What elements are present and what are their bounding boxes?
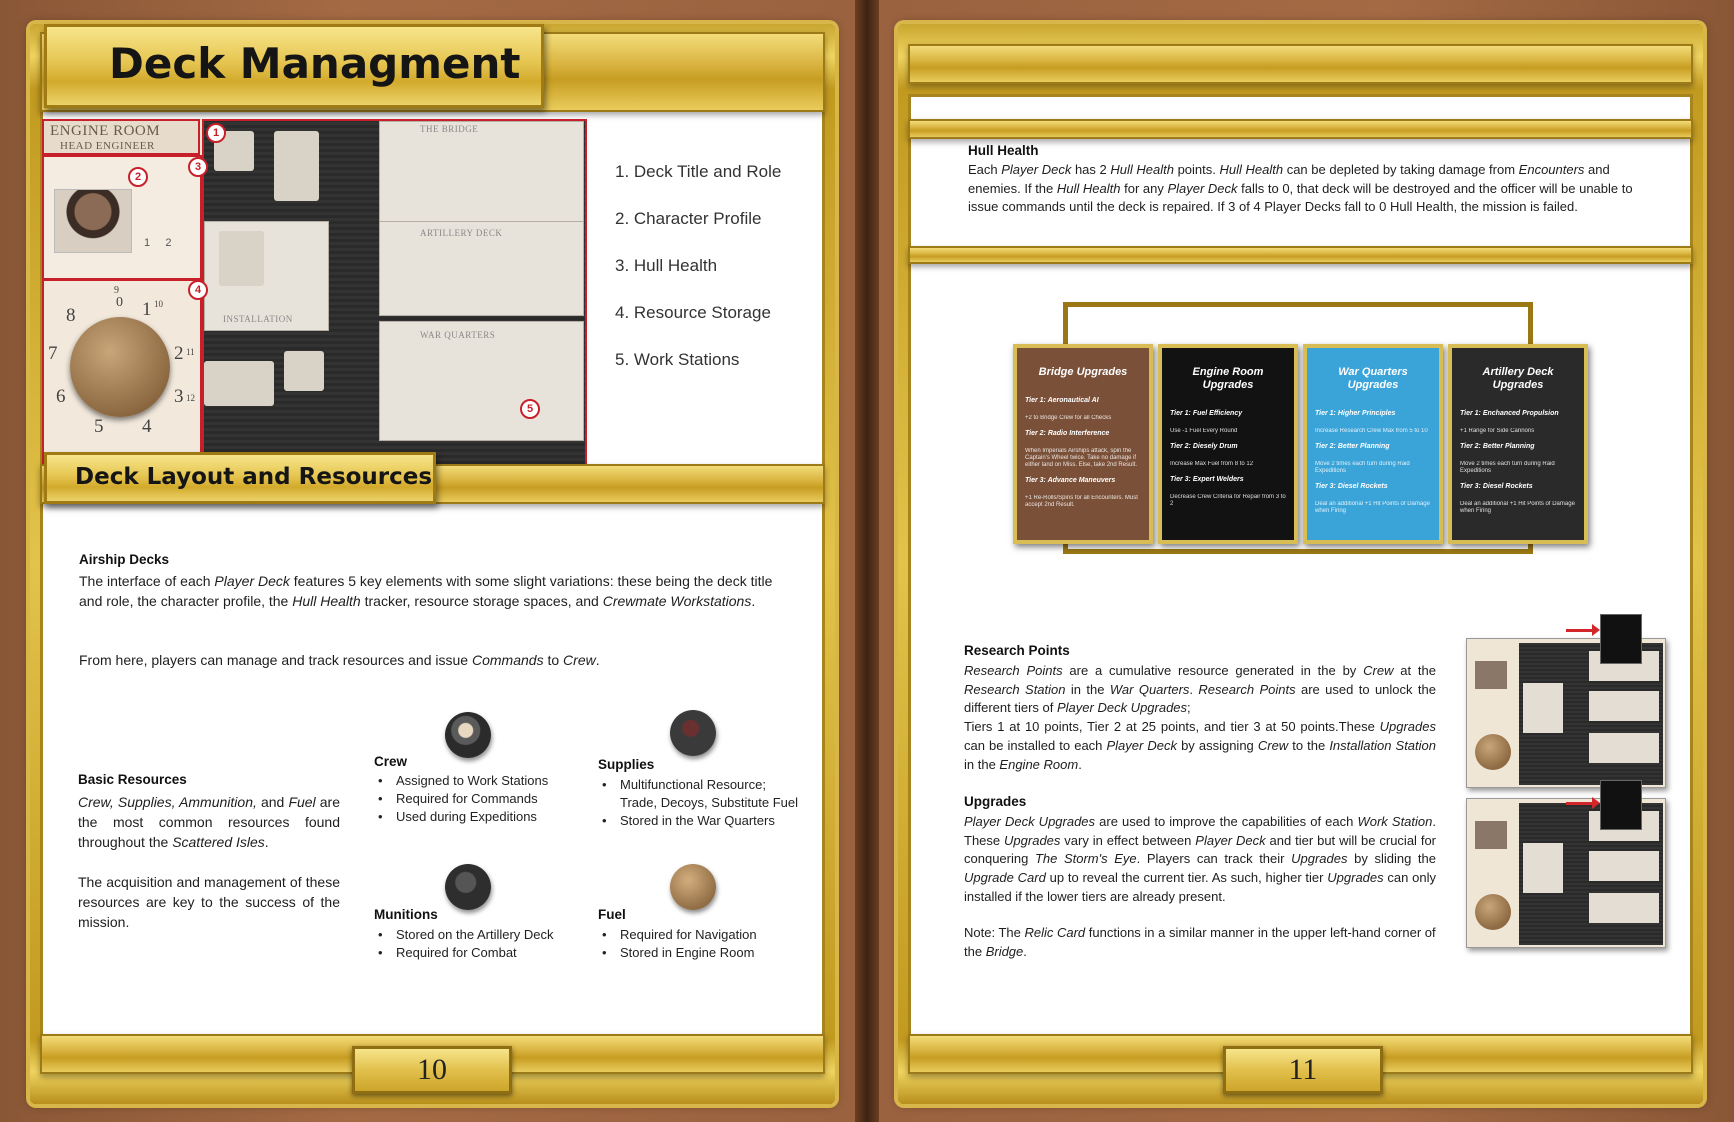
- supplies-title: Supplies: [598, 757, 655, 772]
- card-tier-desc: Decrease Crew Criteria for Repair from 3 to 2: [1170, 494, 1286, 507]
- card-tier-desc: Move 2 times each turn during Raid Expeditions: [1315, 461, 1410, 474]
- research-points-paragraph: Research Points are a cumulative resource generated in the by Crew at the Research Station in the War Quarters. Research Points are used to unlock the different tiers of Player Deck Upgrades; Tiers 1 at 10 points, Tier 2 at 25 points, and tier 3 at 50 points.These Upgrades can be installed to each Player Deck by assigning Crew to the Installation Station in the Engine Room.: [964, 663, 1437, 772]
- dial-number-6: 6: [56, 386, 66, 407]
- right-page: [898, 24, 1703, 1104]
- munitions-title: Munitions: [374, 907, 438, 922]
- dial-number-7: 7: [48, 343, 58, 364]
- dial-number-5: 5: [94, 416, 104, 437]
- supplies-list: [598, 776, 798, 830]
- card-tier: Tier 1: Higher Principles: [1315, 410, 1396, 417]
- dial-number-12: 12: [186, 393, 195, 403]
- page-number: 10: [352, 1046, 512, 1094]
- mini-upgrade-card: [1600, 780, 1642, 830]
- supplies-token-icon: [670, 710, 716, 756]
- left-page: [30, 24, 835, 1104]
- dial-number-1: 1: [142, 299, 152, 320]
- page-title: Deck Managment: [109, 39, 521, 88]
- card-tier-desc: When Imperials Airships attack, spin the Captain's Wheel twice. Take no damage if either land on Miss. Else, take 2nd Result.: [1025, 448, 1138, 468]
- list-item: • Stored in the War Quarters: [598, 812, 798, 830]
- card-tier-desc: Deal an additional +1 Hit Points of Damage when Firing: [1460, 501, 1575, 514]
- card-tier: Tier 2: Better Planning: [1315, 443, 1390, 450]
- hull-health-marks: 1 2: [144, 237, 172, 249]
- room-label-installation: INSTALLATION: [223, 314, 293, 324]
- marker-1: 1: [206, 123, 226, 143]
- dial-number-2: 2: [174, 343, 184, 364]
- arrow-icon: [1566, 802, 1594, 805]
- mini-upgrade-card: [1600, 614, 1642, 664]
- marker-5: 5: [520, 399, 540, 419]
- card-tier: Tier 2: Better Planning: [1460, 443, 1535, 450]
- note-paragraph: Note: The Relic Card functions in a similar manner in the upper left-hand corner of the Bridge.: [964, 925, 1436, 959]
- card-tier-desc: Increase Research Crew Max from 5 to 10: [1315, 428, 1428, 434]
- list-item: • Stored on the Artillery Deck: [374, 926, 584, 944]
- work-station[interactable]: [204, 361, 274, 406]
- dial-number-0: 0: [116, 295, 123, 310]
- dial-number-3: 3: [174, 386, 184, 407]
- list-item: • Assigned to Work Stations: [374, 772, 574, 790]
- mini-portrait: [1475, 661, 1507, 689]
- work-station[interactable]: [219, 231, 264, 286]
- work-station[interactable]: [284, 351, 324, 391]
- resource-dial[interactable]: [70, 317, 170, 417]
- upgrade-cards-display: [1013, 302, 1593, 562]
- list-item: • Required for Navigation: [598, 926, 798, 944]
- deck-board-illustration: [42, 119, 587, 469]
- fuel-token-icon: [670, 864, 716, 910]
- card-tier: Tier 2: Diesely Drum: [1170, 443, 1238, 450]
- hull-health-paragraph: Each Player Deck has 2 Hull Health points. Hull Health can be depleted by taking damage from Encounters and enemies. If the Hull Health for any Player Deck falls to 0, that deck will be destroyed and the officer will be unable to issue commands until the deck is repaired. If 3 of 4 Player Decks fall to 0 Hull Health, the mission is failed.: [968, 162, 1633, 214]
- element-legend: [615, 162, 781, 397]
- work-station[interactable]: [274, 131, 319, 201]
- munitions-list: [374, 926, 584, 962]
- crew-title: Crew: [374, 754, 408, 769]
- war-quarters-upgrade-card[interactable]: [1303, 344, 1443, 544]
- upgrades-heading: Upgrades: [964, 794, 1027, 809]
- fuel-list: [598, 926, 798, 962]
- card-tier: Tier 1: Enchanced Propulsion: [1460, 410, 1559, 417]
- card-tier: Tier 3: Diesel Rockets: [1315, 483, 1388, 490]
- crew-list: [374, 772, 574, 826]
- card-tier: Tier 3: Diesel Rockets: [1460, 483, 1533, 490]
- hull-divider-bar: [908, 246, 1693, 264]
- deck-title-box: [42, 119, 200, 155]
- room-artillery: [379, 221, 584, 316]
- header-bar: [908, 44, 1693, 84]
- airship-decks-paragraph-2: From here, players can manage and track resources and issue Commands to Crew.: [79, 652, 600, 668]
- character-profile-box: [42, 155, 202, 280]
- list-item: • Required for Commands: [374, 790, 574, 808]
- room-label-bridge: THE BRIDGE: [420, 124, 479, 134]
- engine-room-upgrade-card[interactable]: [1158, 344, 1298, 544]
- list-item: • Stored in Engine Room: [598, 944, 798, 962]
- room-bridge: [379, 121, 584, 231]
- card-title: Engine Room Upgrades: [1192, 366, 1264, 391]
- legend-item: 5. Work Stations: [615, 350, 740, 369]
- dial-number-9: 9: [114, 285, 119, 296]
- airship-decks-paragraph: The interface of each Player Deck features 5 key elements with some slight variations: these being the deck title and role, the character profile, the Hull Health tracker, resource storage spaces, and Crewmate Workstations.: [79, 573, 773, 609]
- list-item: • Multifunctional Resource; Trade, Decoys, Substitute Fuel: [598, 776, 798, 812]
- section-title-plate: [44, 452, 436, 504]
- crew-token-icon: [445, 712, 491, 758]
- card-tier: Tier 2: Radio Interference: [1025, 430, 1110, 437]
- hull-health-heading: Hull Health: [968, 143, 1039, 158]
- card-tier: Tier 3: Advance Maneuvers: [1025, 477, 1116, 484]
- dial-number-10: 10: [154, 299, 163, 309]
- room-label-artillery: ARTILLERY DECK: [420, 228, 503, 238]
- arrow-icon: [1566, 629, 1594, 632]
- title-plate: [44, 24, 544, 108]
- dial-number-11: 11: [186, 347, 195, 357]
- mini-dial: [1475, 734, 1511, 770]
- card-tier-desc: +2 to Bridge Crew for all Checks: [1025, 415, 1112, 421]
- card-tier-desc: +1 Range for Side Cannons: [1460, 428, 1535, 434]
- fuel-title: Fuel: [598, 907, 626, 922]
- card-title: Bridge Upgrades: [1038, 366, 1128, 378]
- header-strip: [908, 119, 1693, 139]
- legend-item: 4. Resource Storage: [615, 303, 771, 322]
- basic-resources-heading: Basic Resources: [78, 772, 187, 787]
- deck-role: HEAD ENGINEER: [60, 140, 155, 152]
- basic-resources-paragraph-2: The acquisition and management of these resources are key to the success of the mission.: [78, 874, 340, 930]
- card-tier: Tier 1: Aeronautical AI: [1025, 397, 1099, 404]
- resource-storage-box: [42, 279, 202, 469]
- legend-item: 3. Hull Health: [615, 256, 718, 275]
- character-portrait: [54, 189, 132, 253]
- card-bracket-top: [1063, 302, 1533, 344]
- marker-2: 2: [128, 167, 148, 187]
- list-item: • Used during Expeditions: [374, 808, 574, 826]
- marker-4: 4: [188, 280, 208, 300]
- mini-dial: [1475, 894, 1511, 930]
- card-tier-desc: Deal an additional +1 Hit Points of Damage when Firing: [1315, 501, 1430, 514]
- card-tier: Tier 3: Expert Welders: [1170, 476, 1244, 483]
- deck-title: ENGINE ROOM: [50, 123, 161, 139]
- card-title: War Quarters Upgrades: [1338, 366, 1408, 391]
- card-tier-desc: Use -1 Fuel Every Round: [1170, 428, 1238, 434]
- room-label-war-quarters: WAR QUARTERS: [420, 330, 496, 340]
- room-war-quarters: [379, 321, 584, 441]
- section-title: Deck Layout and Resources: [75, 464, 433, 490]
- card-tier-desc: Move 2 times each turn during Raid Expeditions: [1460, 461, 1555, 474]
- mini-map: [1519, 643, 1663, 785]
- card-title: Artillery Deck Upgrades: [1482, 366, 1554, 391]
- upgrades-paragraph: Player Deck Upgrades are used to improve the capabilities of each Work Station. These Upgrades vary in effect between Player Deck and tier but will be crucial for conquering The Storm's Eye. Players can track their Upgrades by sliding the Upgrade Card up to reveal the current tier. As such, higher tier Upgrades can only installed if the lower tiers are already present.: [964, 814, 1437, 904]
- mini-portrait: [1475, 821, 1507, 849]
- basic-resources-paragraph: Crew, Supplies, Ammunition, and Fuel are the most common resources found throughout the Scattered Isles.: [78, 794, 341, 850]
- munitions-token-icon: [445, 864, 491, 910]
- marker-3: 3: [188, 157, 208, 177]
- dial-number-8: 8: [66, 305, 76, 326]
- artillery-deck-upgrade-card[interactable]: [1448, 344, 1588, 544]
- card-tier: Tier 1: Fuel Efficiency: [1170, 410, 1243, 417]
- legend-item: 1. Deck Title and Role: [615, 162, 782, 181]
- list-item: • Required for Combat: [374, 944, 584, 962]
- card-tier-desc: +1 Re-Rolls/Spins for all Encounters. Must accept 2nd Result.: [1025, 495, 1138, 508]
- card-tier-desc: Increase Max Fuel from 8 to 12: [1170, 461, 1254, 467]
- page-number: 11: [1223, 1046, 1383, 1094]
- airship-decks-heading: Airship Decks: [79, 552, 170, 567]
- research-points-heading: Research Points: [964, 643, 1070, 658]
- bridge-upgrade-card[interactable]: [1013, 344, 1153, 544]
- book-spine: [855, 0, 879, 1122]
- legend-item: 2. Character Profile: [615, 209, 762, 228]
- dial-number-4: 4: [142, 416, 152, 437]
